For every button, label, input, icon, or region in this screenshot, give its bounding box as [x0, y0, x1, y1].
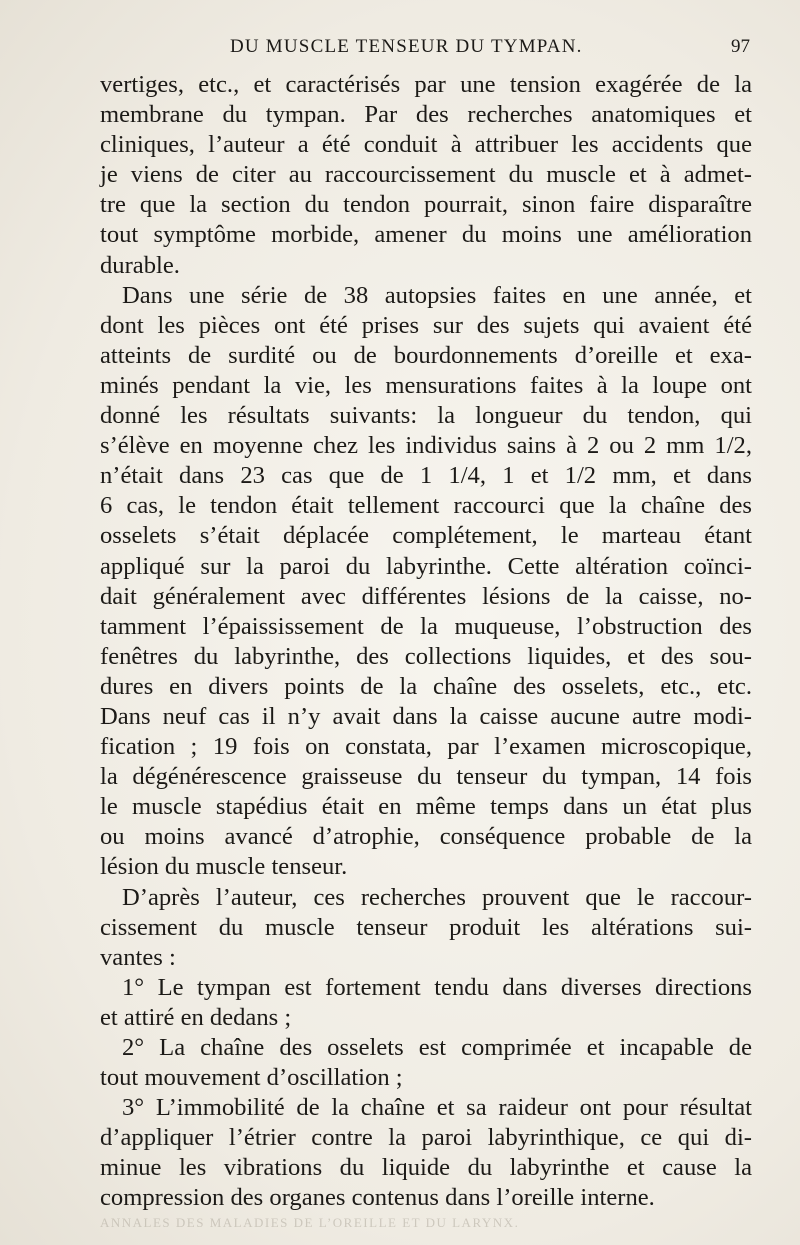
text-line: membrane du tympan. Par des recherches anatomiques et	[100, 101, 752, 129]
text-line: Dans une série de 38 autopsies faites en une année, et	[122, 281, 752, 309]
text-line: et attiré en dedans ;	[100, 1003, 292, 1031]
text-line: tamment l’épaississement de la muqueuse, l’obstruction des	[100, 612, 752, 640]
text-line: la dégénérescence graisseuse du tenseur du tympan, 14 fois	[100, 763, 752, 791]
text-line: Dans neuf cas il n’y avait dans la caisse aucune autre modi-	[100, 702, 752, 730]
text-line: je viens de citer au raccourcissement du muscle et à admet-	[100, 161, 752, 189]
text-line: D’après l’auteur, ces recherches prouvent que le raccour-	[122, 883, 752, 911]
text-line: appliqué sur la paroi du labyrinthe. Cette altération coïnci-	[100, 552, 752, 580]
text-line: durable.	[100, 251, 180, 279]
text-line: tout mouvement d’oscillation ;	[100, 1064, 403, 1092]
text-line: donné les résultats suivants: la longueur du tendon, qui	[100, 402, 752, 430]
page-header	[100, 36, 750, 66]
text-line: d’appliquer l’étrier contre la paroi labyrinthique, ce qui di-	[100, 1124, 752, 1152]
text-line: atteints de surdité ou de bourdonnements d’oreille et exa-	[100, 341, 752, 369]
body-text	[100, 70, 752, 1214]
text-line: vertiges, etc., et caractérisés par une tension exagérée de la	[100, 71, 752, 98]
text-line: cliniques, l’auteur a été conduit à attribuer les accidents que	[100, 131, 752, 159]
text-line: 2° La chaîne des osselets est comprimée et incapable de	[122, 1034, 752, 1061]
text-line: lésion du muscle tenseur.	[100, 853, 348, 881]
text-line: le muscle stapédius était en même temps dans un état plus	[100, 793, 752, 821]
text-line: dures en divers points de la chaîne des osselets, etc., etc.	[100, 672, 752, 700]
text-line: osselets s’était déplacée complétement, le marteau étant	[100, 522, 752, 550]
text-line: minue les vibrations du liquide du labyrinthe et cause la	[100, 1154, 752, 1182]
text-line: vantes :	[100, 943, 176, 971]
text-line: n’était dans 23 cas que de 1 1/4, 1 et 1/2 mm, et dans	[100, 462, 752, 490]
text-line: dont les pièces ont été prises sur des sujets qui avaient été	[100, 311, 752, 339]
text-line: ou moins avancé d’atrophie, conséquence probable de la	[100, 823, 752, 851]
running-title: DU MUSCLE TENSEUR DU TYMPAN.	[230, 36, 583, 57]
text-line: tout symptôme morbide, amener du moins une amélioration	[100, 221, 752, 249]
text-line: 6 cas, le tendon était tellement raccourci que la chaîne des	[100, 492, 752, 520]
text-line: fication ; 19 fois on constata, par l’examen microscopique,	[100, 733, 752, 761]
page-number: 97	[731, 36, 750, 57]
text-line: tre que la section du tendon pourrait, sinon faire disparaître	[100, 191, 752, 219]
text-line: minés pendant la vie, les mensurations faites à la loupe ont	[100, 371, 752, 399]
text-line: 3° L’immobilité de la chaîne et sa raideur ont pour résultat	[122, 1094, 752, 1122]
text-line: cissement du muscle tenseur produit les altérations sui-	[100, 913, 752, 941]
text-line: compression des organes contenus dans l’oreille interne.	[100, 1184, 655, 1212]
text-line: fenêtres du labyrinthe, des collections liquides, et des sou-	[100, 642, 752, 670]
text-line: 1° Le tympan est fortement tendu dans diverses directions	[122, 973, 752, 1001]
text-line: s’élève en moyenne chez les individus sains à 2 ou 2 mm 1/2,	[100, 432, 752, 460]
text-line: dait généralement avec différentes lésions de la caisse, no-	[100, 582, 752, 610]
footer-bleed-through: ANNALES DES MALADIES DE L’OREILLE ET DU LARYNX.	[100, 1215, 520, 1230]
